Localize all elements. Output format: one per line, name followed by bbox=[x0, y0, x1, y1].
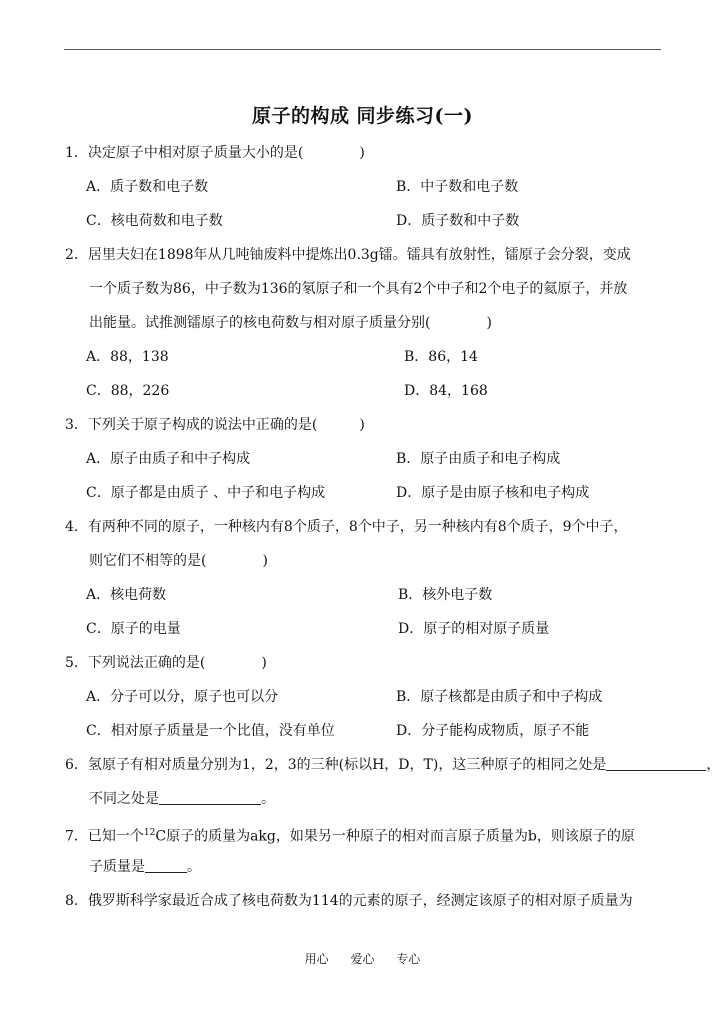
question-4-option-c: C．原子的电量 bbox=[86, 621, 181, 637]
answer-blank[interactable] bbox=[606, 756, 706, 771]
question-1-option-a: A．质子数和电子数 bbox=[86, 179, 209, 195]
question-7-period: 。 bbox=[187, 859, 201, 875]
question-3-option-c: C．原子都是由质子 、中子和电子构成 bbox=[86, 485, 326, 501]
question-6-period: 。 bbox=[261, 791, 275, 807]
page-title: 原子的构成 同步练习(一) bbox=[251, 105, 474, 127]
question-5-option-b: B．原子核都是由质子和中子构成 bbox=[396, 689, 603, 705]
question-6-line-2 bbox=[89, 790, 275, 808]
question-4-line-2: 则它们不相等的是( ) bbox=[89, 553, 268, 569]
question-5-option-c: C．相对原子质量是一个比值，没有单位 bbox=[86, 723, 335, 739]
page-footer: 用心 爱心 专心 bbox=[304, 952, 421, 966]
answer-blank[interactable] bbox=[145, 858, 187, 873]
question-7-text-post: C原子的质量为akg，如果另一种原子的相对而言原子质量为b，则该原子的原 bbox=[155, 828, 635, 845]
question-3-option-d: D．原子是由原子核和电子构成 bbox=[396, 485, 590, 501]
question-2-option-b: B．86，14 bbox=[404, 349, 478, 365]
question-7-line-1 bbox=[65, 824, 635, 846]
header-rule bbox=[64, 49, 661, 50]
answer-blank[interactable] bbox=[159, 790, 261, 805]
question-5-option-d: D．分子能构成物质，原子不能 bbox=[396, 723, 590, 739]
question-2-option-c: C．88，226 bbox=[86, 383, 170, 399]
question-4-option-d: D．原子的相对原子质量 bbox=[398, 621, 550, 637]
question-2-option-a: A．88，138 bbox=[86, 349, 169, 365]
question-6-line-1 bbox=[65, 756, 720, 774]
question-2-line-1: 2．居里夫妇在1898年从几吨铀废料中提炼出0.3g镭。镭具有放射性，镭原子会分裂，变成 bbox=[65, 247, 631, 263]
question-1-option-c: C．核电荷数和电子数 bbox=[86, 213, 223, 229]
question-7-text-2: 子质量是 bbox=[89, 859, 145, 875]
question-5-stem: 5．下列说法正确的是( ) bbox=[65, 655, 267, 671]
question-8-line-1: 8．俄罗斯科学家最近合成了核电荷数为114的元素的原子，经测定该原子的相对原子质量为 bbox=[65, 893, 633, 909]
isotope-superscript: 12 bbox=[143, 828, 156, 838]
question-2-line-2: 一个质子数为86，中子数为136的氡原子和一个具有2个中子和2个电子的氦原子，并放 bbox=[89, 281, 628, 297]
question-5-option-a: A．分子可以分，原子也可以分 bbox=[86, 689, 279, 705]
question-3-stem: 3．下列关于原子构成的说法中正确的是( ) bbox=[65, 417, 365, 433]
question-1-option-b: B．中子数和电子数 bbox=[396, 179, 519, 195]
question-1-stem: 1．决定原子中相对原子质量大小的是( ) bbox=[65, 145, 365, 161]
question-2-line-3: 出能量。试推测镭原子的核电荷数与相对原子质量分别( ) bbox=[89, 315, 492, 331]
question-2-option-d: D．84，168 bbox=[404, 383, 488, 399]
question-7-line-2 bbox=[89, 858, 201, 876]
question-1-option-d: D．质子数和中子数 bbox=[396, 213, 520, 229]
question-3-option-b: B．原子由质子和电子构成 bbox=[396, 451, 561, 467]
question-4-option-a: A．核电荷数 bbox=[86, 587, 167, 603]
question-3-option-a: A．原子由质子和中子构成 bbox=[86, 451, 251, 467]
question-6-text: 6．氢原子有相对质量分别为1，2，3的三种(标以H，D，T)，这三种原子的相同之处是 bbox=[65, 757, 607, 773]
question-6-comma: ， bbox=[706, 757, 721, 773]
question-6-text-2: 不同之处是 bbox=[89, 791, 159, 807]
question-4-line-1: 4．有两种不同的原子，一种核内有8个质子，8个中子，另一种核内有8个质子，9个中子， bbox=[65, 519, 628, 535]
question-4-option-b: B．核外电子数 bbox=[398, 587, 493, 603]
question-7-text-pre: 7．已知一个 bbox=[65, 828, 144, 845]
